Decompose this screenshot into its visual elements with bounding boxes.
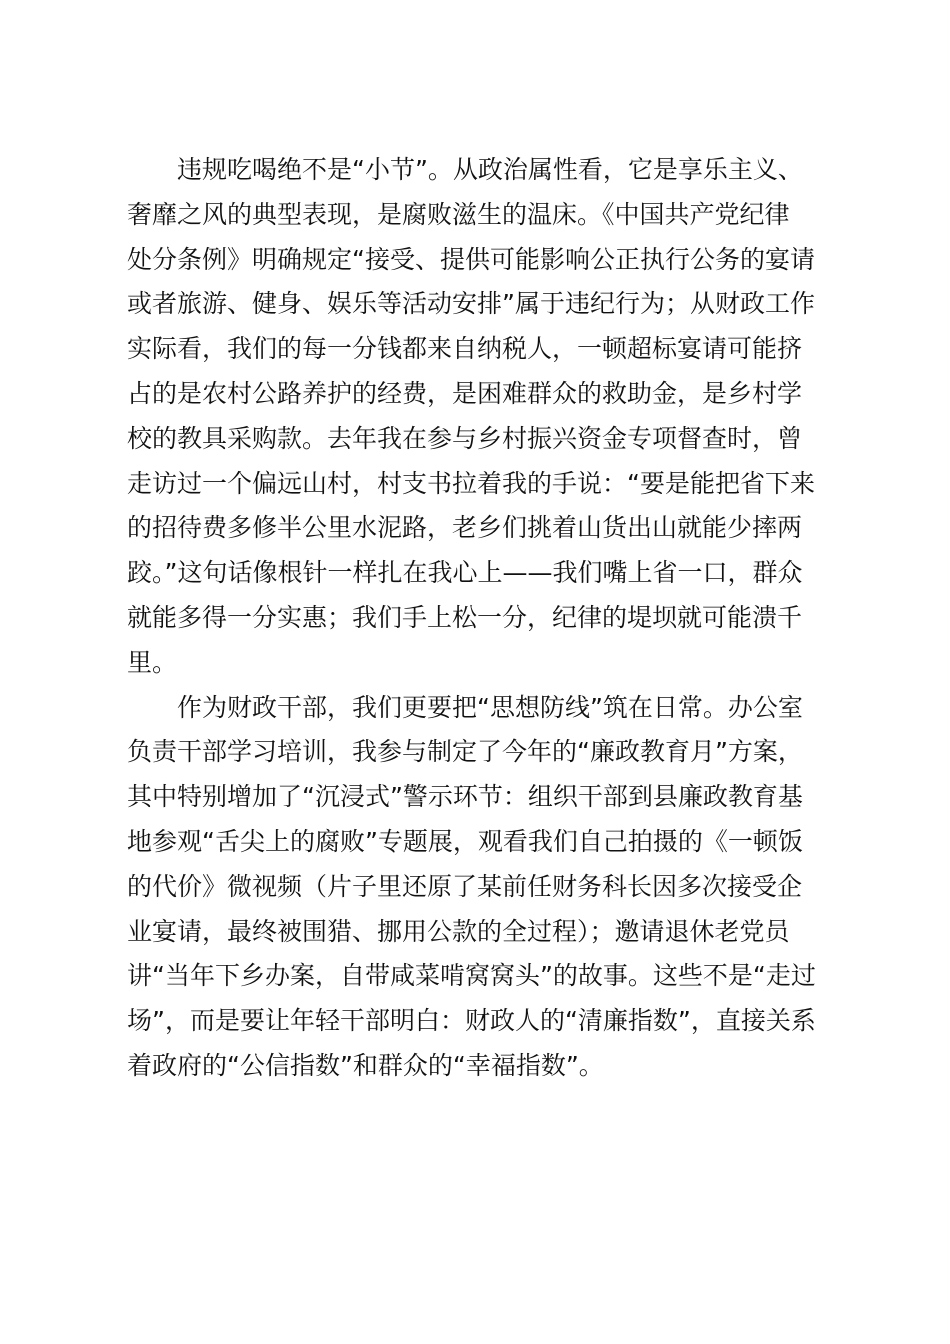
text-line: 跤。”这句话像根针一样扎在我心上——我们嘴上省一口，群众	[127, 558, 803, 588]
text-line: 奢靡之风的典型表现，是腐败滋生的温床。《中国共产党纪律	[127, 199, 790, 229]
text-line: 实际看，我们的每一分钱都来自纳税人，一顿超标宴请可能挤	[127, 334, 803, 364]
text-line: 地参观“舌尖上的腐败”专题展，观看我们自己拍摄的《一顿饭	[127, 826, 803, 856]
text-line: 或者旅游、健身、娱乐等活动安排”属于违纪行为；从财政工作	[127, 289, 815, 319]
paragraph-1	[127, 148, 835, 686]
text-line: 其中特别增加了“沉浸式”警示环节：组织干部到县廉政教育基	[127, 782, 803, 812]
text-line: 里。	[127, 647, 178, 677]
text-line: 业宴请，最终被围猎、挪用公款的全过程）；邀请退休老党员	[127, 916, 790, 946]
text-line: 着政府的“公信指数”和群众的“幸福指数”。	[127, 1050, 604, 1080]
text-line: 的代价》微视频（片子里还原了某前任财务科长因多次接受企	[127, 871, 803, 901]
text-line: 占的是农村公路养护的经费，是困难群众的救助金，是乡村学	[127, 378, 803, 408]
text-line: 违规吃喝绝不是“小节”。从政治属性看，它是享乐主义、	[177, 155, 803, 184]
text-line: 就能多得一分实惠；我们手上松一分，纪律的堤坝就可能溃千	[127, 602, 803, 632]
document-body	[127, 148, 835, 1089]
text-line: 的招待费多修半公里水泥路，老乡们挑着山货出山就能少摔两	[127, 513, 803, 543]
text-line: 校的教具采购款。去年我在参与乡村振兴资金专项督查时，曾	[127, 423, 803, 453]
text-line: 走访过一个偏远山村，村支书拉着我的手说：“要是能把省下来	[127, 468, 815, 498]
text-line: 负责干部学习培训，我参与制定了今年的“廉政教育月”方案，	[127, 737, 803, 767]
text-line: 场”，而是要让年轻干部明白：财政人的“清廉指数”，直接关系	[127, 1006, 816, 1036]
text-line: 讲“当年下乡办案，自带咸菜啃窝窝头”的故事。这些不是“走过	[127, 961, 816, 991]
text-line: 作为财政干部，我们更要把“思想防线”筑在日常。办公室	[177, 692, 803, 722]
text-line: 处分条例》明确规定“接受、提供可能影响公正执行公务的宴请	[127, 244, 815, 274]
paragraph-2	[127, 686, 835, 1089]
